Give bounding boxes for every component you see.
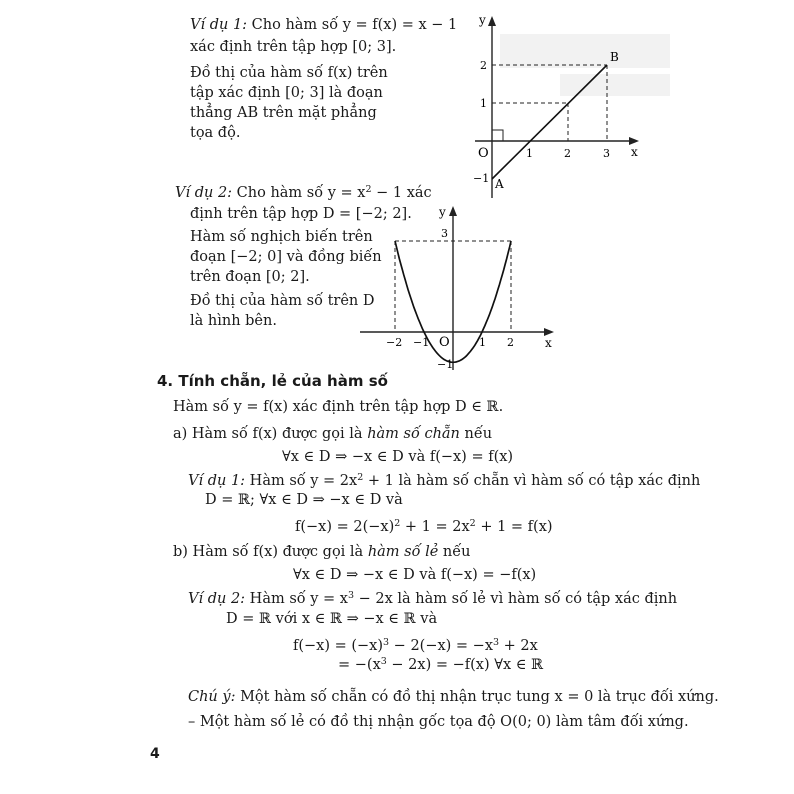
- graph-2-y-arrow: [449, 206, 457, 216]
- odd-example-line2: D = ℝ với x ∈ ℝ ⇒ −x ∈ ℝ và: [226, 611, 438, 627]
- example-2-line4: đoạn [−2; 0] và đồng biến: [190, 249, 382, 265]
- graph-2-tick-ym1: −1: [437, 358, 454, 371]
- even-definition: a) Hàm số f(x) được gọi là hàm số chẵn nếu: [173, 426, 493, 442]
- graph-2-parabola: [355, 200, 565, 375]
- graph-1-tick-ym1: −1: [473, 172, 490, 185]
- graph-2-tick-y3: 3: [441, 227, 448, 240]
- graph-1-tick-x3: 3: [603, 147, 610, 160]
- example-2-line7: là hình bên.: [190, 313, 277, 329]
- odd-example-label: Ví dụ 2:: [188, 591, 246, 607]
- graph-1-segment-ab: [455, 8, 655, 208]
- example-1-line2: xác định trên tập hợp [0; 3].: [190, 39, 397, 55]
- graph-1-x-arrow: [629, 137, 639, 145]
- note-line-2: – Một hàm số lẻ có đồ thị nhận gốc tọa độ O(0; 0) làm tâm đối xứng.: [188, 714, 689, 730]
- even-example-equation: $f(-x) = 2(-x)^2 + 1 = 2x^2 + 1 = f(x)$: [295, 518, 553, 535]
- example-1-label: Ví dụ 1:: [190, 17, 248, 33]
- even-example-label: Ví dụ 1:: [188, 473, 246, 489]
- graph-1-x-label: x: [631, 145, 638, 159]
- example-2-line1-b: − 1 xác: [371, 185, 432, 201]
- odd-example-equation-2: = $-(x^3 - 2x) = -f(x)$ ∀x ∈ ℝ: [338, 656, 544, 673]
- example-2-line1-sup: 2: [365, 184, 372, 195]
- graph-2-x-label: x: [545, 336, 552, 350]
- section-4-heading: 4. Tính chẵn, lẻ của hàm số: [157, 372, 388, 390]
- section-4-intro: Hàm số y = f(x) xác định trên tập hợp D ∈ ℝ.: [173, 399, 504, 415]
- example-1-line1: Cho hàm số y = f(x) = x − 1: [251, 17, 458, 33]
- graph-1-y-arrow: [488, 16, 496, 26]
- graph-1-tick-y2: 2: [480, 59, 487, 72]
- odd-term: hàm số lẻ: [367, 544, 439, 560]
- graph-1-tick-x1: 1: [526, 147, 533, 160]
- graph-1-point-a: A: [495, 177, 504, 191]
- example-2-line6: Đồ thị của hàm số trên D: [190, 293, 375, 309]
- even-term: hàm số chẵn: [367, 426, 460, 442]
- graph-1-right-angle-marker: [492, 130, 503, 141]
- graph-2-tick-x2: 2: [507, 336, 514, 349]
- graph-2-x-arrow: [544, 328, 554, 336]
- graph-1-point-b: B: [610, 50, 619, 64]
- graph-2-y-label: y: [439, 205, 446, 219]
- graph-1-segment: [492, 65, 607, 179]
- example-2-line3: Hàm số nghịch biến trên: [190, 229, 373, 245]
- note-label: Chú ý:: [188, 689, 236, 705]
- graph-1-tick-x2: 2: [564, 147, 571, 160]
- graph-2-tick-xm1: −1: [413, 336, 430, 349]
- example-2-line5: trên đoạn [0; 2].: [190, 269, 310, 285]
- example-2-line1-a: Cho hàm số y = x: [236, 185, 366, 201]
- example-1-line4: tập xác định [0; 3] là đoạn: [190, 85, 383, 101]
- note-line-1: Chú ý: Một hàm số chẵn có đồ thị nhận trục tung x = 0 là trục đối xứng.: [188, 689, 719, 705]
- graph-2-tick-xm2: −2: [386, 336, 403, 349]
- graph-2-tick-x1: 1: [479, 336, 486, 349]
- example-1-line5: thẳng AB trên mặt phẳng: [190, 105, 377, 121]
- even-example-line2: D = ℝ; ∀x ∈ D ⇒ −x ∈ D và: [205, 492, 403, 508]
- even-condition: ∀x ∈ D ⇒ −x ∈ D và f(−x) = f(x): [282, 449, 514, 465]
- graph-1-tick-y1: 1: [480, 97, 487, 110]
- example-1-line6: tọa độ.: [190, 125, 241, 141]
- example-1-line3: Đồ thị của hàm số f(x) trên: [190, 65, 388, 81]
- example-2-line2: định trên tập hợp D = [−2; 2].: [190, 206, 412, 222]
- graph-2-origin-label: O: [439, 335, 450, 350]
- odd-definition: b) Hàm số f(x) được gọi là hàm số lẻ nếu: [173, 544, 471, 560]
- example-2-label: Ví dụ 2:: [175, 185, 233, 201]
- page-number: 4: [150, 746, 160, 762]
- odd-example: Ví dụ 2: Hàm số $y = x^3 - 2x$ là hàm số lẻ vì hàm số có tập xác định: [188, 590, 678, 607]
- graph-1-origin-label: O: [478, 146, 489, 161]
- odd-condition: ∀x ∈ D ⇒ −x ∈ D và f(−x) = −f(x): [293, 567, 537, 583]
- even-example: Ví dụ 1: Hàm số $y = 2x^2 + 1$ là hàm số chẵn vì hàm số có tập xác định: [188, 472, 701, 489]
- odd-example-equation-1: $f(-x) = (-x)^3 - 2(-x) = -x^3 + 2x$: [293, 637, 538, 654]
- graph-1-y-label: y: [479, 13, 486, 27]
